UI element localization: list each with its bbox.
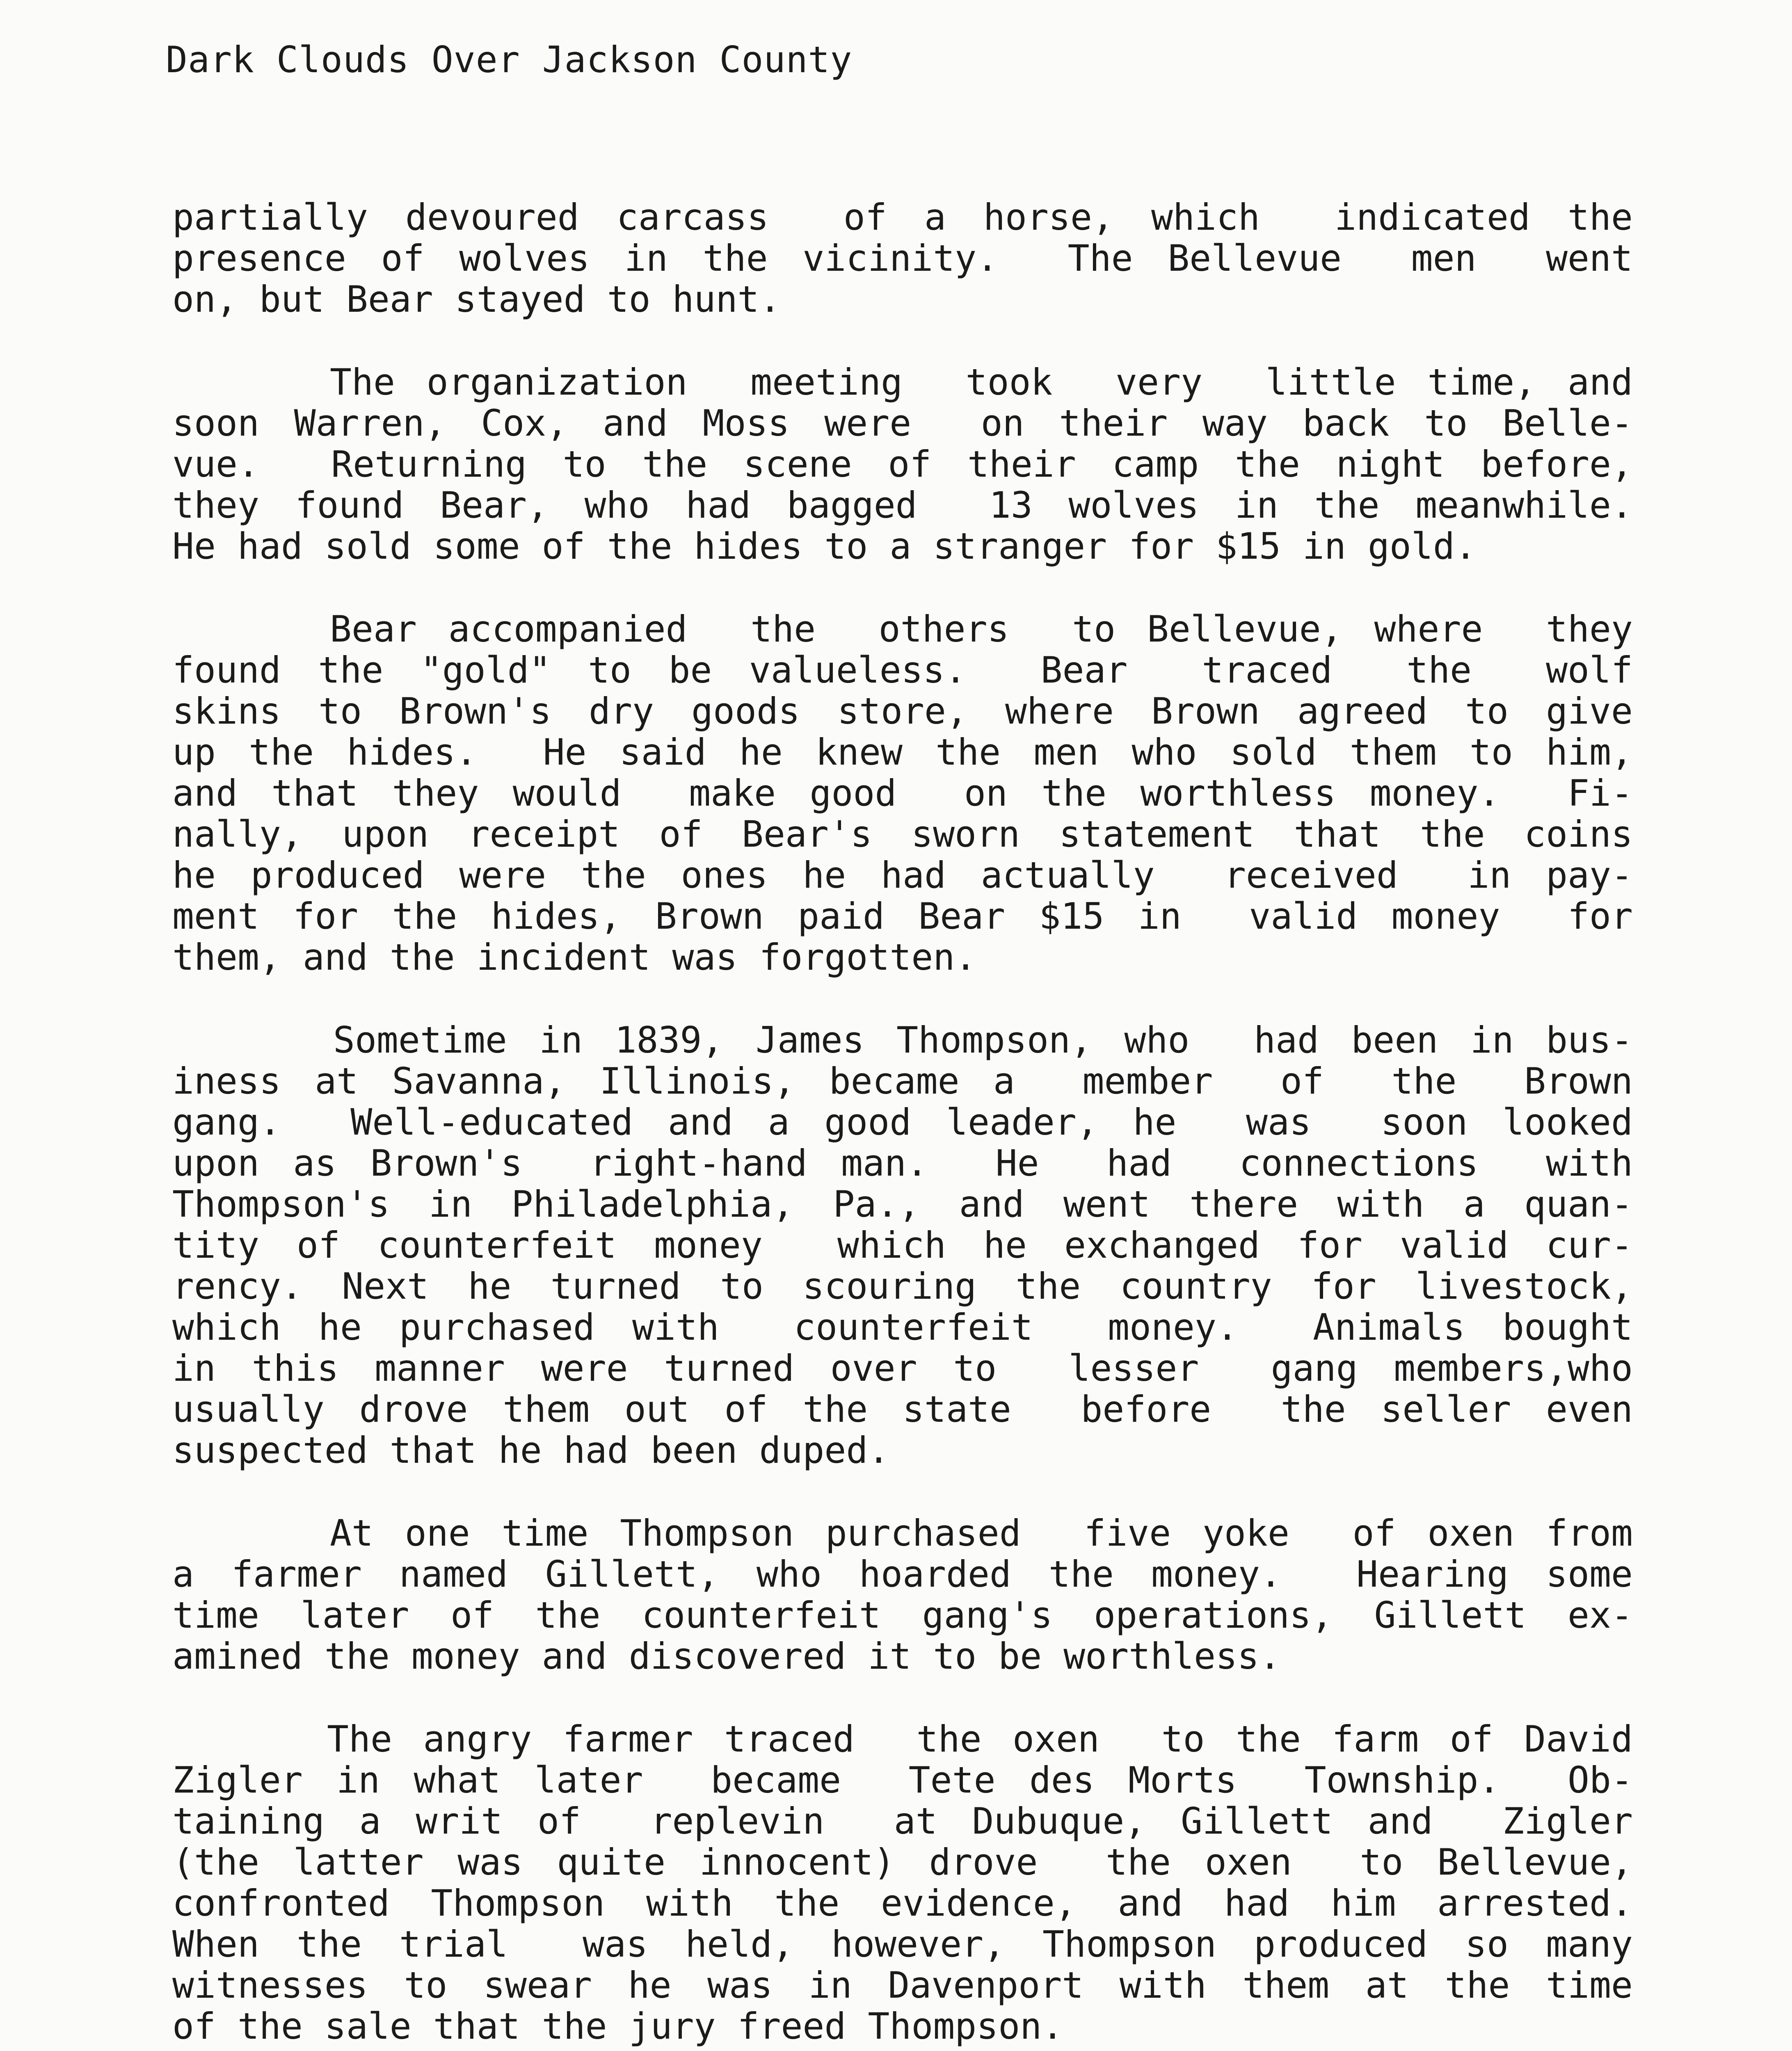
body-text xyxy=(172,197,1633,2051)
text-line: ment for the hides, Brown paid Bear $15 in valid money for xyxy=(172,896,1633,937)
text-line: they found Bear, who had bagged 13 wolves in the meanwhile. xyxy=(172,485,1633,526)
paragraph xyxy=(172,197,1633,320)
text-line: partially devoured carcass of a horse, which indicated the xyxy=(172,197,1633,238)
text-line: in this manner were turned over to lesser gang members,who xyxy=(172,1348,1633,1389)
text-line: (the latter was quite innocent) drove the oxen to Bellevue, xyxy=(172,1842,1633,1883)
text-line: on, but Bear stayed to hunt. xyxy=(172,279,781,320)
paragraph xyxy=(172,1513,1633,1677)
text-line: upon as Brown's right-hand man. He had connections with xyxy=(172,1143,1633,1184)
text-line: and that they would make good on the worthless money. Fi- xyxy=(172,773,1633,814)
text-line: taining a writ of replevin at Dubuque, Gillett and Zigler xyxy=(172,1801,1633,1842)
text-line: Bear accompanied the others to Bellevue, where they xyxy=(172,609,1633,650)
text-line: vue. Returning to the scene of their camp the night before, xyxy=(172,444,1633,485)
text-line: them, and the incident was forgotten. xyxy=(172,937,977,978)
text-line: When the trial was held, however, Thompson produced so many xyxy=(172,1924,1633,1965)
text-line: witnesses to swear he was in Davenport with them at the time xyxy=(172,1965,1633,2006)
paragraph xyxy=(172,1719,1633,2047)
text-line: suspected that he had been duped. xyxy=(172,1430,890,1471)
text-line: presence of wolves in the vicinity. The Bellevue men went xyxy=(172,238,1633,279)
text-line: usually drove them out of the state before the seller even xyxy=(172,1389,1633,1430)
text-line: Sometime in 1839, James Thompson, who had been in bus- xyxy=(172,1020,1633,1061)
paragraph xyxy=(172,609,1633,978)
text-line: The angry farmer traced the oxen to the farm of David xyxy=(172,1719,1633,1760)
text-line: gang. Well-educated and a good leader, he was soon looked xyxy=(172,1102,1633,1143)
paragraph xyxy=(172,1020,1633,1471)
text-line: Zigler in what later became Tete des Morts Township. Ob- xyxy=(172,1760,1633,1801)
text-line: skins to Brown's dry goods store, where Brown agreed to give xyxy=(172,691,1633,732)
text-line: amined the money and discovered it to be worthless. xyxy=(172,1636,1281,1677)
text-line: iness at Savanna, Illinois, became a member of the Brown xyxy=(172,1061,1633,1102)
text-line: found the "gold" to be valueless. Bear traced the wolf xyxy=(172,650,1633,691)
text-line: tity of counterfeit money which he exchanged for valid cur- xyxy=(172,1225,1633,1266)
text-line: rency. Next he turned to scouring the country for livestock, xyxy=(172,1266,1633,1307)
running-head: Dark Clouds Over Jackson County xyxy=(166,39,853,81)
text-line: soon Warren, Cox, and Moss were on their way back to Belle- xyxy=(172,403,1633,444)
text-line: which he purchased with counterfeit money. Animals bought xyxy=(172,1307,1633,1348)
text-line: confronted Thompson with the evidence, and had him arrested. xyxy=(172,1883,1633,1924)
text-line: At one time Thompson purchased five yoke of oxen from xyxy=(172,1513,1633,1554)
paragraph xyxy=(172,362,1633,567)
text-line: time later of the counterfeit gang's operations, Gillett ex- xyxy=(172,1595,1633,1636)
text-line: a farmer named Gillett, who hoarded the money. Hearing some xyxy=(172,1554,1633,1595)
text-line: he produced were the ones he had actually received in pay- xyxy=(172,855,1633,896)
text-line: of the sale that the jury freed Thompson. xyxy=(172,2006,1064,2047)
text-line: up the hides. He said he knew the men who sold them to him, xyxy=(172,732,1633,773)
text-line: The organization meeting took very little time, and xyxy=(172,362,1633,403)
text-line: nally, upon receipt of Bear's sworn statement that the coins xyxy=(172,814,1633,855)
text-line: Thompson's in Philadelphia, Pa., and went there with a quan- xyxy=(172,1184,1633,1225)
text-line: He had sold some of the hides to a stranger for $15 in gold. xyxy=(172,526,1477,567)
